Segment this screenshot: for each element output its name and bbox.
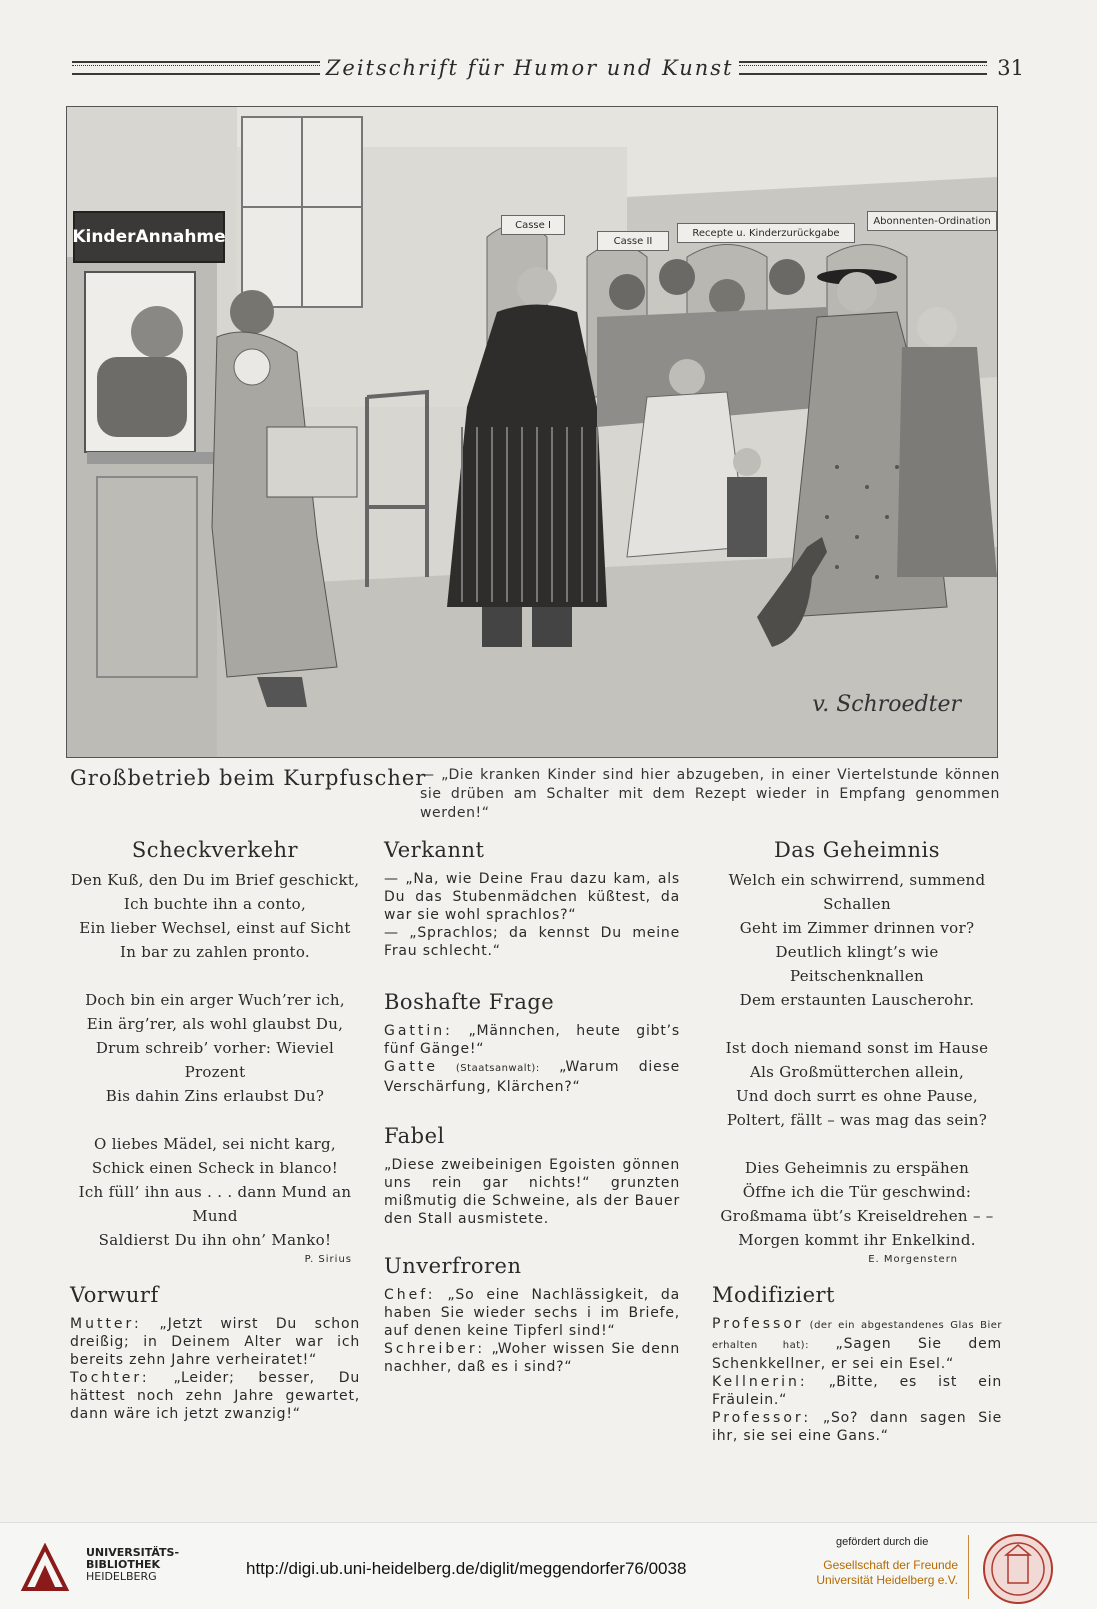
speaker-note: (der ein abgestandenes Glas Bier erhalten hat): (712, 1320, 1002, 1351)
dialogue-boshafte-frage (384, 1022, 680, 1096)
dialogue-modifiziert (712, 1315, 1002, 1445)
permalink-url[interactable]: http://digi.ub.uni-heidelberg.de/diglit/meggendorfer76/0038 (246, 1559, 687, 1578)
utterance: „Bitte, es ist ein Fräulein.“ (712, 1374, 1002, 1408)
text-verkannt (384, 870, 680, 960)
author-sirius: P. Sirius (304, 1254, 352, 1265)
verse-line: Saldierst Du ihn ohn’ Manko! (98, 1231, 332, 1249)
verse-line: Ein ärg’rer, als wohl glaubst Du, (86, 1015, 344, 1033)
utterance: „So? dann sagen Sie ihr, sie sei eine Gans.“ (712, 1410, 1002, 1444)
verse-line: Poltert, fällt – was mag das sein? (726, 1111, 988, 1129)
illustration-caption-text: — „Die kranken Kinder sind hier abzugeben, in einer Viertelstunde können sie drüben am Schalter mit dem Rezept wieder in Empfang genommen werden!“ (420, 767, 1000, 821)
sponsor-name (808, 1558, 958, 1588)
verse-line: Großmama übt’s Kreiseldrehen – – (720, 1207, 994, 1225)
speaker: Mutter: (70, 1316, 142, 1332)
section-title-modifiziert: Modifiziert (712, 1283, 835, 1307)
verse-line: O liebes Mädel, sei nicht karg, (94, 1135, 336, 1153)
verse-line: Ist doch niemand sonst im Hause (725, 1039, 989, 1057)
verse-line: Und doch surrt es ohne Pause, (735, 1087, 979, 1105)
verse-line: Morgen kommt ihr Enkelkind. (738, 1231, 976, 1249)
speaker: Tochter: (70, 1370, 150, 1386)
column-right (712, 838, 1002, 1445)
dialogue-line (384, 1058, 680, 1096)
speaker-note: (Staatsanwalt): (438, 1063, 540, 1074)
verse-line: Doch bin ein arger Wuch’rer ich, (85, 991, 345, 1009)
section-title-fabel: Fabel (384, 1124, 445, 1148)
counter-label-casse-1: Casse I (501, 215, 565, 235)
library-name-line: BIBLIOTHEK (86, 1558, 161, 1571)
verse-line: Bis dahin Zins erlaubst Du? (105, 1087, 325, 1105)
column-middle (384, 838, 680, 1376)
column-left (70, 838, 360, 1423)
running-header (66, 54, 1024, 82)
library-logo-icon (20, 1543, 70, 1593)
university-seal-icon (982, 1533, 1054, 1605)
utterance: „Männchen, heute gibt’s fünf Gänge!“ (384, 1023, 680, 1057)
verse-line: In bar zu zahlen pronto. (119, 943, 310, 961)
speaker: Kellnerin: (712, 1374, 808, 1390)
verse-line: Ein lieber Wechsel, einst auf Sicht (79, 919, 351, 937)
utterance: „Warum diese Verschärfung, Klärchen?“ (384, 1059, 680, 1095)
sponsor-name-line: Universität Heidelberg e.V. (816, 1573, 958, 1587)
header-ornament-left (72, 61, 320, 75)
text-fabel (384, 1156, 680, 1228)
kinderannahme-sign: KinderAnnahme (73, 211, 225, 263)
dialogue-line (70, 1315, 360, 1369)
dialogue-line: — „Na, wie Deine Frau dazu kam, als Du das Stubenmädchen küßtest, da war sie wohl sprachlos?“ (384, 871, 680, 923)
verse-line: Deutlich klingt’s wie Peitschenknallen (775, 943, 939, 985)
verse-line: Als Großmütterchen allein, (749, 1063, 965, 1081)
dialogue-unverfroren (384, 1286, 680, 1376)
sponsor-name-line: Gesellschaft der Freunde (823, 1558, 958, 1572)
speaker: Professor: (712, 1410, 812, 1426)
dialogue-line (384, 1022, 680, 1058)
illustration-drawing (67, 107, 997, 757)
speaker: Schreiber: (384, 1341, 486, 1357)
speaker: Gattin: (384, 1023, 453, 1039)
illustration (66, 106, 998, 758)
counter-label-ordination: Abonnenten-Ordination (867, 211, 997, 231)
artist-signature: v. Schroedter (812, 692, 961, 717)
author-morgenstern: E. Morgenstern (868, 1254, 958, 1265)
page-number: 31 (997, 56, 1024, 80)
stanza (70, 868, 360, 964)
verse-line: Öffne ich die Tür geschwind: (742, 1183, 972, 1201)
dialogue-line (384, 1340, 680, 1376)
header-ornament-right (739, 61, 987, 75)
poem-geheimnis (712, 868, 1002, 1252)
library-name (86, 1547, 179, 1583)
stanza (70, 1132, 360, 1252)
stanza (712, 1036, 1002, 1132)
paragraph: „Diese zweibeinigen Egoisten gönnen uns rein gar nichts!“ grunzten mißmutig die Schweine, als der Bauer den Stall ausmistete. (384, 1157, 680, 1227)
section-title-verkannt: Verkannt (384, 838, 485, 862)
speaker: Chef: (384, 1287, 436, 1303)
verse-line: Schick einen Scheck in blanco! (91, 1159, 339, 1177)
utterance: „Sagen Sie dem Schenkkellner, er sei ein Esel.“ (712, 1336, 1002, 1372)
utterance: „So eine Nachlässigkeit, da haben Sie wieder sechs i im Briefe, auf denen keine Tipferl sind!“ (384, 1287, 680, 1339)
speaker: Professor (712, 1316, 804, 1332)
illustration-caption-title: Großbetrieb beim Kurpfuscher (70, 766, 427, 790)
journal-title: Zeitschrift für Humor und Kunst (325, 56, 734, 80)
dialogue-vorwurf (70, 1315, 360, 1423)
verse-line: Dies Geheimnis zu erspähen (744, 1159, 970, 1177)
verse-line: Geht im Zimmer drinnen vor? (739, 919, 975, 937)
verse-line: Ich füll’ ihn aus . . . dann Mund an Mund (78, 1183, 352, 1225)
utterance: „Leider; besser, Du hättest noch zehn Jahre gewartet, dann wäre ich jetzt zwanzig!“ (70, 1370, 360, 1422)
digitization-footer (0, 1522, 1097, 1609)
dialogue-line (712, 1373, 1002, 1409)
verse-line: Welch ein schwirrend, summend Schallen (728, 871, 986, 913)
poem-title-geheimnis: Das Geheimnis (773, 838, 941, 862)
stanza (70, 988, 360, 1108)
verse-line: Dem erstaunten Lauscherohr. (739, 991, 975, 1009)
sponsor-label: gefördert durch die (836, 1536, 929, 1548)
verse-line: Ich buchte ihn a conto, (123, 895, 307, 913)
utterance: „Jetzt wirst Du schon dreißig; in Deinem Alter war ich bereits zehn Jahre verheiratet!“ (70, 1316, 360, 1368)
poem-title-scheckverkehr: Scheckverkehr (131, 838, 299, 862)
library-name-line: UNIVERSITÄTS- (86, 1546, 180, 1559)
dialogue-line: — „Sprachlos; da kennst Du meine Frau schlecht.“ (384, 925, 680, 959)
verse-line: Drum schreib’ vorher: Wieviel Prozent (95, 1039, 335, 1081)
poem-scheckverkehr (70, 868, 360, 1252)
section-title-vorwurf: Vorwurf (70, 1283, 159, 1307)
counter-label-casse-2: Casse II (597, 231, 669, 251)
speaker: Gatte (384, 1059, 439, 1075)
counter-label-recepte: Recepte u. Kinderzurückgabe (677, 223, 855, 243)
footer-divider (968, 1535, 969, 1599)
verse-line: Den Kuß, den Du im Brief geschickt, (70, 871, 360, 889)
library-name-line: HEIDELBERG (86, 1570, 157, 1583)
utterance: „Woher wissen Sie denn nachher, daß es i sind?“ (384, 1341, 680, 1375)
dialogue-line (712, 1409, 1002, 1445)
section-title-unverfroren: Unverfroren (384, 1254, 522, 1278)
dialogue-line (712, 1315, 1002, 1373)
stanza (712, 1156, 1002, 1252)
dialogue-line (70, 1369, 360, 1423)
section-title-boshafte-frage: Boshafte Frage (384, 990, 555, 1014)
dialogue-line (384, 1286, 680, 1340)
stanza (712, 868, 1002, 1012)
